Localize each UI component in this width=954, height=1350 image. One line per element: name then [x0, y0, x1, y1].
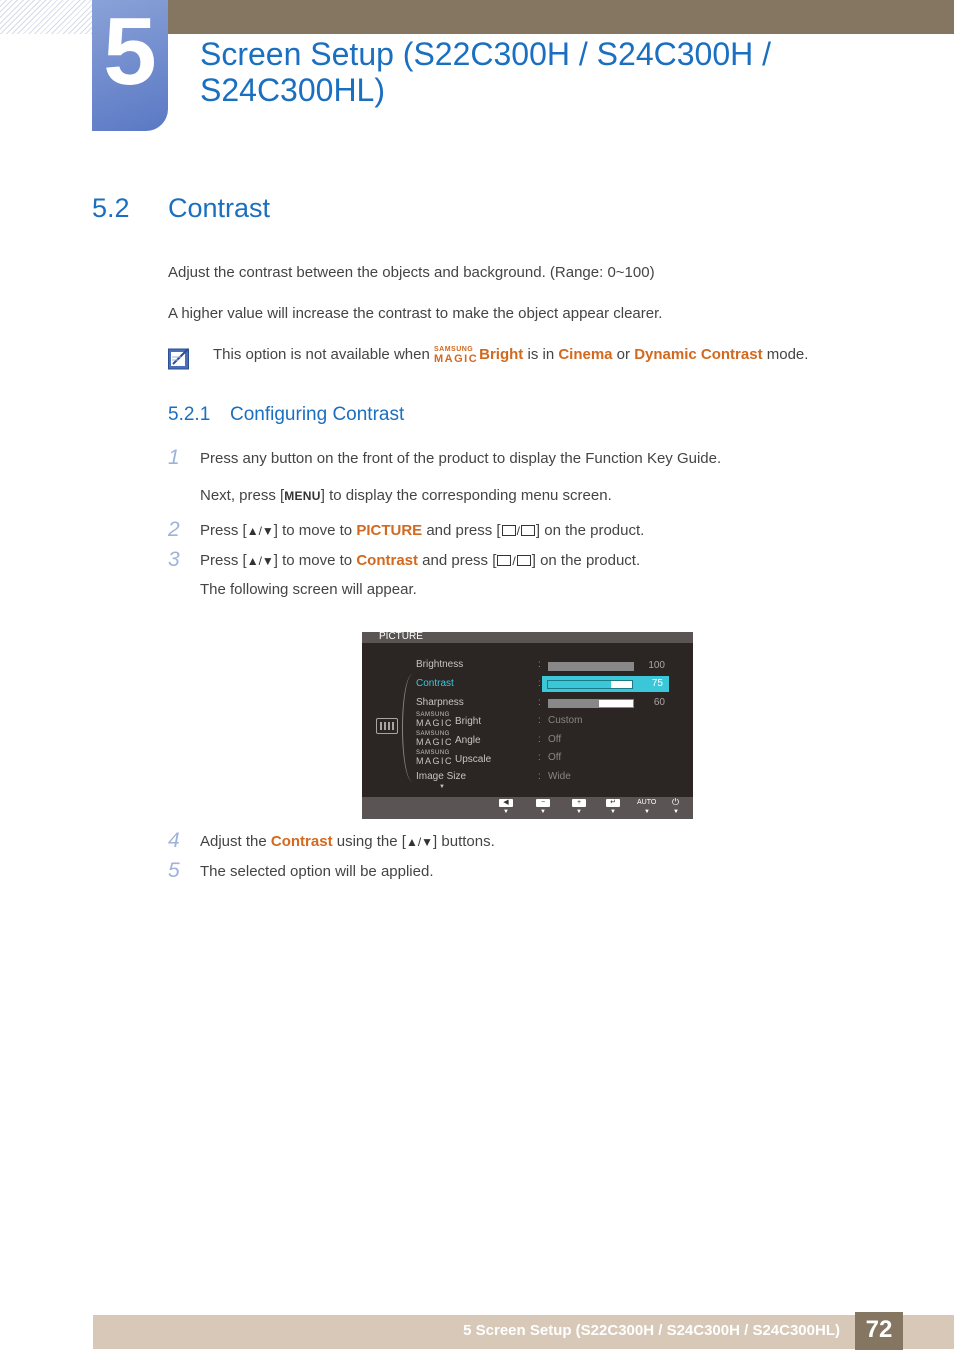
osd-function-guide: ◀ ▼ − ▼ + ▼ ↵ ▼ AUTO ▼ ⏻ ▼: [362, 797, 693, 819]
step-number: 4: [168, 829, 180, 852]
step-number: 3: [168, 548, 180, 571]
corner-hatch: [0, 0, 92, 34]
left-key-icon: ◀: [499, 799, 513, 807]
step-text: Press any button on the front of the product to display the Function Key Guide.: [200, 450, 722, 467]
intro-paragraph: Adjust the contrast between the objects and background. (Range: 0~100): [168, 264, 655, 281]
osd-header: PICTURE: [362, 632, 693, 643]
auto-key: AUTO: [637, 799, 657, 806]
osd-item-brightness: Brightness: [416, 659, 464, 670]
plus-key-icon: +: [572, 799, 586, 807]
osd-item-contrast: Contrast: [416, 678, 454, 689]
sharpness-bar: [548, 699, 634, 708]
note-icon: [168, 347, 192, 371]
osd-item-magic-angle: SAMSUNG MAGIC Angle: [416, 731, 481, 747]
minus-key-icon: −: [536, 799, 550, 807]
enter-key-icon: [521, 525, 535, 536]
subsection-title: Configuring Contrast: [230, 404, 405, 425]
section-number: 5.2: [92, 193, 130, 223]
osd-item-magic-upscale: SAMSUNG MAGIC Upscale: [416, 750, 492, 766]
brightness-bar: [548, 662, 634, 671]
page-footer: [93, 1315, 954, 1349]
top-bar: [168, 0, 954, 34]
footer-chapter-title: 5 Screen Setup (S22C300H / S24C300H / S24C300HL): [463, 1322, 840, 1339]
page-number-badge: [855, 1312, 903, 1350]
osd-item-magic-bright: SAMSUNG MAGIC Bright: [416, 712, 482, 728]
section-title: Contrast: [168, 193, 271, 223]
more-down-icon: ▼: [439, 784, 445, 790]
osd-item-sharpness: Sharpness: [416, 697, 464, 708]
step-text: The selected option will be applied.: [200, 863, 434, 880]
step-text: Press [▲/▼] to move to PICTURE and press [ / ] on the product.: [200, 522, 645, 539]
source-key-icon: [502, 525, 516, 536]
picture-menu-icon: [376, 718, 398, 734]
detail-paragraph: A higher value will increase the contrast to make the object appear clearer.: [168, 305, 663, 322]
enter-key-icon: [517, 555, 531, 566]
samsung-magic-logo: SAMSUNG MAGIC: [433, 346, 479, 365]
osd-item-image-size: Image Size: [416, 771, 467, 782]
brightness-value: 100: [648, 660, 665, 671]
up-down-arrows-icon: ▲/▼: [246, 554, 274, 568]
step-text: Next, press [MENU] to display the corresponding menu screen.: [200, 487, 612, 504]
step-text: Press [▲/▼] to move to Contrast and press [ / ] on the product.: [200, 552, 641, 569]
up-down-arrows-icon: ▲/▼: [405, 835, 434, 849]
sharpness-value: 60: [653, 697, 665, 708]
power-key-icon: ⏻: [672, 797, 680, 807]
contrast-selected-slider: [542, 676, 669, 692]
osd-menu-screen: PICTURE Brightness : 100 Contrast : 75 Sharpness : 60 SAMSUNG MAGIC Bright : Custom SAMSUNG MAGIC Angle : Off SAMSUNG MAGIC Upscale : Off Image Size : Wide ▼ ◀ ▼ − ▼ + ▼ ↵ ▼ AUTO ▼ ⏻ ▼: [362, 632, 693, 819]
step-text: Adjust the Contrast using the [▲/▼] buttons.: [200, 833, 495, 850]
chapter-number: 5: [103, 0, 157, 105]
chapter-title: Screen Setup (S22C300H / S24C300H / S24C300HL): [200, 36, 771, 108]
source-key-icon: [497, 555, 511, 566]
contrast-value: 75: [651, 678, 663, 689]
enter-key-icon: ↵: [606, 799, 620, 807]
step-followup: The following screen will appear.: [200, 581, 417, 598]
page-number: 72: [865, 1316, 893, 1343]
menu-key-icon: MENU: [284, 489, 321, 503]
subsection-number: 5.2.1: [168, 404, 211, 425]
step-number: 1: [168, 446, 180, 469]
step-number: 5: [168, 859, 180, 882]
step-number: 2: [168, 518, 180, 541]
up-down-arrows-icon: ▲/▼: [246, 524, 274, 538]
availability-note: This option is not available when SAMSUNG MAGIC Bright is in Cinema or Dynamic Contrast mode.: [213, 346, 809, 365]
